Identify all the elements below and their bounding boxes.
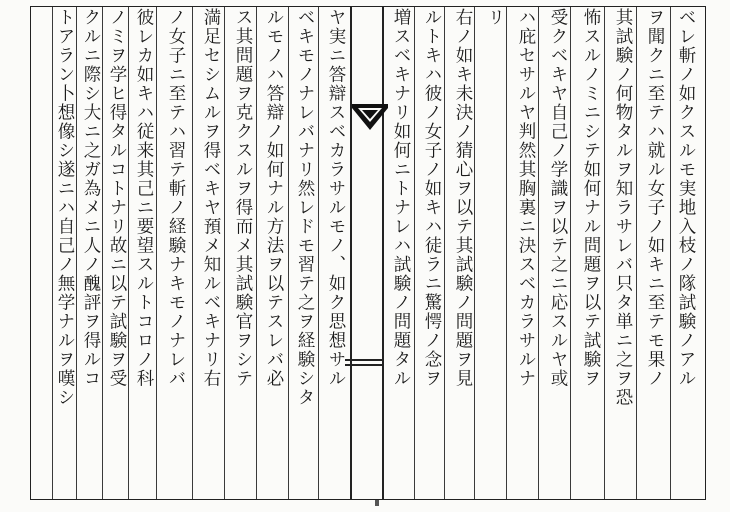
- text-column: クルニ際シ大ニ之ガ為メニ人ノ醜評ヲ得ルコ: [81, 8, 101, 388]
- page-gutter: [343, 7, 383, 499]
- text-column: ベレ斬ノ如クスルモ実地入枝ノ隊試験ノアル: [676, 8, 696, 388]
- gutter-bar: [345, 359, 383, 361]
- column-rule: [288, 7, 289, 499]
- text-column: ノ女子ニ至テハ習テ斬ノ経験ナキモノナレバ: [166, 8, 186, 388]
- column-rule: [604, 7, 605, 499]
- text-column: ルモノハ答辯ノ如何ナル方法ヲ以テスレバ必: [264, 8, 284, 388]
- text-column: ルトキハ彼ノ女子ノ如キハ徒ラニ驚愕ノ念ヲ: [422, 8, 442, 388]
- text-column: ベキモノナレバナリ然レドモ習テ之ヲ経験シタ: [295, 8, 315, 407]
- column-rule: [474, 7, 475, 499]
- gutter-rule: [350, 7, 352, 499]
- column-rule: [128, 7, 129, 499]
- text-column: ス其問題ヲ克クスルヲ得而メ其試験官ヲシテ: [233, 8, 253, 388]
- column-rule: [102, 7, 103, 499]
- column-rule: [52, 7, 53, 499]
- text-column: リ: [485, 8, 505, 27]
- text-column: 満足セシムルヲ得ベキヤ預メ知ルベキナリ右: [201, 8, 221, 388]
- column-rule: [570, 7, 571, 499]
- column-rule: [224, 7, 225, 499]
- gutter-bar: [345, 364, 383, 366]
- column-rule: [318, 7, 319, 499]
- column-rule: [414, 7, 415, 499]
- text-column: 受クベキヤ自己ノ学識ヲ以テ之ニ応スルヤ或: [548, 8, 568, 388]
- text-column: ヤ実ニ答辯スベカラサルモノ、如ク思想サル: [326, 8, 346, 388]
- text-column: ヲ聞クニ至テハ就ル女子ノ如キニ至テモ果ノ: [645, 8, 665, 388]
- column-rule: [192, 7, 193, 499]
- text-column: 増スベキナリ如何ニトナレハ試験ノ問題タル: [391, 8, 411, 388]
- column-rule: [538, 7, 539, 499]
- text-column: ノミヲ学ヒ得タルコトナリ故ニ以テ試験ヲ受: [107, 8, 127, 388]
- text-column: 右ノ如キ未決ノ猜心ヲ以テ其試験ノ問題ヲ見: [453, 8, 473, 388]
- fishtail-mark-icon: [352, 104, 388, 130]
- column-rule: [506, 7, 507, 499]
- column-rule: [76, 7, 77, 499]
- text-column: 彼レカ如キハ従来其己ニ要望スルトコロノ科: [134, 8, 154, 388]
- column-rule: [636, 7, 637, 499]
- column-rule: [256, 7, 257, 499]
- column-rule: [670, 7, 671, 499]
- column-rule: [444, 7, 445, 499]
- text-column: ハ庇セサルヤ判然其胸裏ニ決スベカラサルナ: [516, 8, 536, 388]
- gutter-rule: [382, 7, 384, 499]
- text-column: 怖スルノミニシテ如何ナル問題ヲ以テ試験ヲ: [581, 8, 601, 388]
- text-column: 其試験ノ何物タルヲ知ラサレバ只タ単ニ之ヲ恐: [613, 8, 633, 407]
- column-rule: [156, 7, 157, 499]
- text-column: トアラン卜想像シ遂ニハ自己ノ無学ナルヲ嘆シ: [55, 8, 75, 407]
- page-tick-mark: [375, 500, 379, 506]
